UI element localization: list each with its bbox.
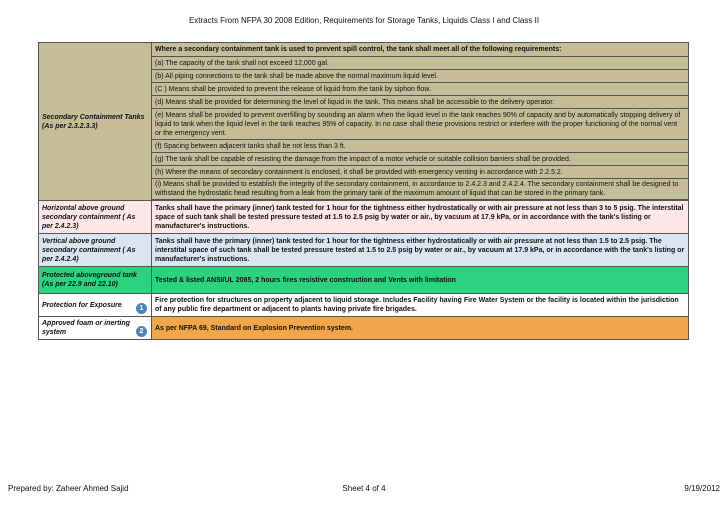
protected-row (39, 267, 689, 294)
foam-label: Approved foam or inerting system (42, 320, 130, 336)
secondary-intro: Where a secondary containment tank is used to prevent spill control, the tank shall meet all of the following requirements: (152, 43, 689, 57)
horizontal-containment-label: Horizontal above ground secondary containment ( As per 2.4.2.3) (39, 201, 152, 234)
exposure-badge: 1 (136, 303, 147, 314)
secondary-item-c: (C ) Means shall be provided to prevent the release of liquid from the tank by siphon flow. (152, 83, 689, 96)
protected-tank-text: Tested & listed ANSI/UL 2085, 2 hours fires resistive construction and Vents with limitation (152, 267, 689, 294)
secondary-containment-label: Secondary Containment Tanks (As per 2.3.2.3.3) (39, 43, 152, 201)
secondary-item-d: (d) Means shall be provided for determining the level of liquid in the tank. This means shall be accessible to the delivery operator. (152, 96, 689, 109)
horizontal-containment-text: Tanks shall have the primary (inner) tank tested for 1 hour for the tightness either hydrostatically or with air pressure at not less than 3 to 5 psig. The interstital space of such tank shall be tested pressure tested at 1.5 to 2.5 psig by water or air., by vacuum at 17.9 kPa, or in accordance with the tank's listing or manufacturer's instructions. (152, 201, 689, 234)
exposure-label-cell (39, 294, 152, 317)
foam-text: As per NFPA 69, Standard on Explosion Prevention system. (152, 317, 689, 340)
secondary-item-a: (a) The capacity of the tank shall not exceed 12,000 gal. (152, 57, 689, 70)
vertical-containment-label: Vertical above ground secondary containment ( As per 2.4.2.4) (39, 234, 152, 267)
exposure-row (39, 294, 689, 317)
foam-label-cell (39, 317, 152, 340)
secondary-item-e: (e) Means shall be provided to prevent overfilling by sounding an alarm when the liquid level in the tank reaches 90% of capacity and by automatically stopping delivery of liquid to tank when the liquid level in the tank reaches 95% of capacity. In no case shall these provisions restrict or interfere with the proper functioning of the normal vent or the emergency vent. (152, 109, 689, 140)
page-title: Extracts From NFPA 30 2008 Edition, Requirements for Storage Tanks, Liquids Class I and Class II (188, 16, 540, 25)
vertical-containment-text: Tanks shall have the primary (inner) tank tested for 1 hour for the tightness either hydrostatically or with air pressure at not less than 1.5 to 2.5 psig. The interstital space of such tank shall be tested pressure tested at 1.5 to 2.5 psig by water or air., by vacuum at 17.9 kPa, or in accordance with the tank's listing or manufacturer's instructions. (152, 234, 689, 267)
exposure-label: Protection for Exposure (42, 301, 122, 309)
horizontal-row (39, 201, 689, 234)
foam-badge: 2 (136, 326, 147, 337)
secondary-item-b: (b) All piping connections to the tank shall be made above the normal maximum liquid level. (152, 70, 689, 83)
foam-row (39, 317, 689, 340)
secondary-intro-row (39, 43, 689, 57)
footer-date: 9/19/2012 (684, 484, 720, 493)
requirements-table (38, 42, 689, 340)
secondary-item-f: (f) Spacing between adjacent tanks shall be not less than 3 ft. (152, 140, 689, 153)
secondary-item-h: (h) Where the means of secondary containment is enclosed, it shall be provided with emergency venting in accordance with 2.2.5.2. (152, 166, 689, 179)
exposure-text: Fire protection for structures on property adjacent to liquid storage. Includes Facility having Fire Water System or the facility is located within the jurisdiction of any public fire department or adjacent to plants having private fire brigades. (152, 294, 689, 317)
prepared-by: Prepared by: Zaheer Ahmed Sajid (8, 484, 129, 493)
vertical-row (39, 234, 689, 267)
secondary-item-i: (i) Means shall be provided to establish the integrity of the secondary containment, in accordance to 2.4.2.3 and 2.4.2.4. The secondary containment shall be designed to withstand the hydrostatic head resulting from a leak from the primary tank of the maximum amount of liquid that can be stored in the primary tank. (152, 179, 689, 200)
secondary-item-g: (g) The tank shall be capable of resisting the damage from the impact of a motor vehicle or suitable collision barriers shall be provided. (152, 153, 689, 166)
sheet-number: Sheet 4 of 4 (342, 484, 386, 493)
protected-tank-label: Protected aboveground tank (As per 22.9 and 22.10) (39, 267, 152, 294)
